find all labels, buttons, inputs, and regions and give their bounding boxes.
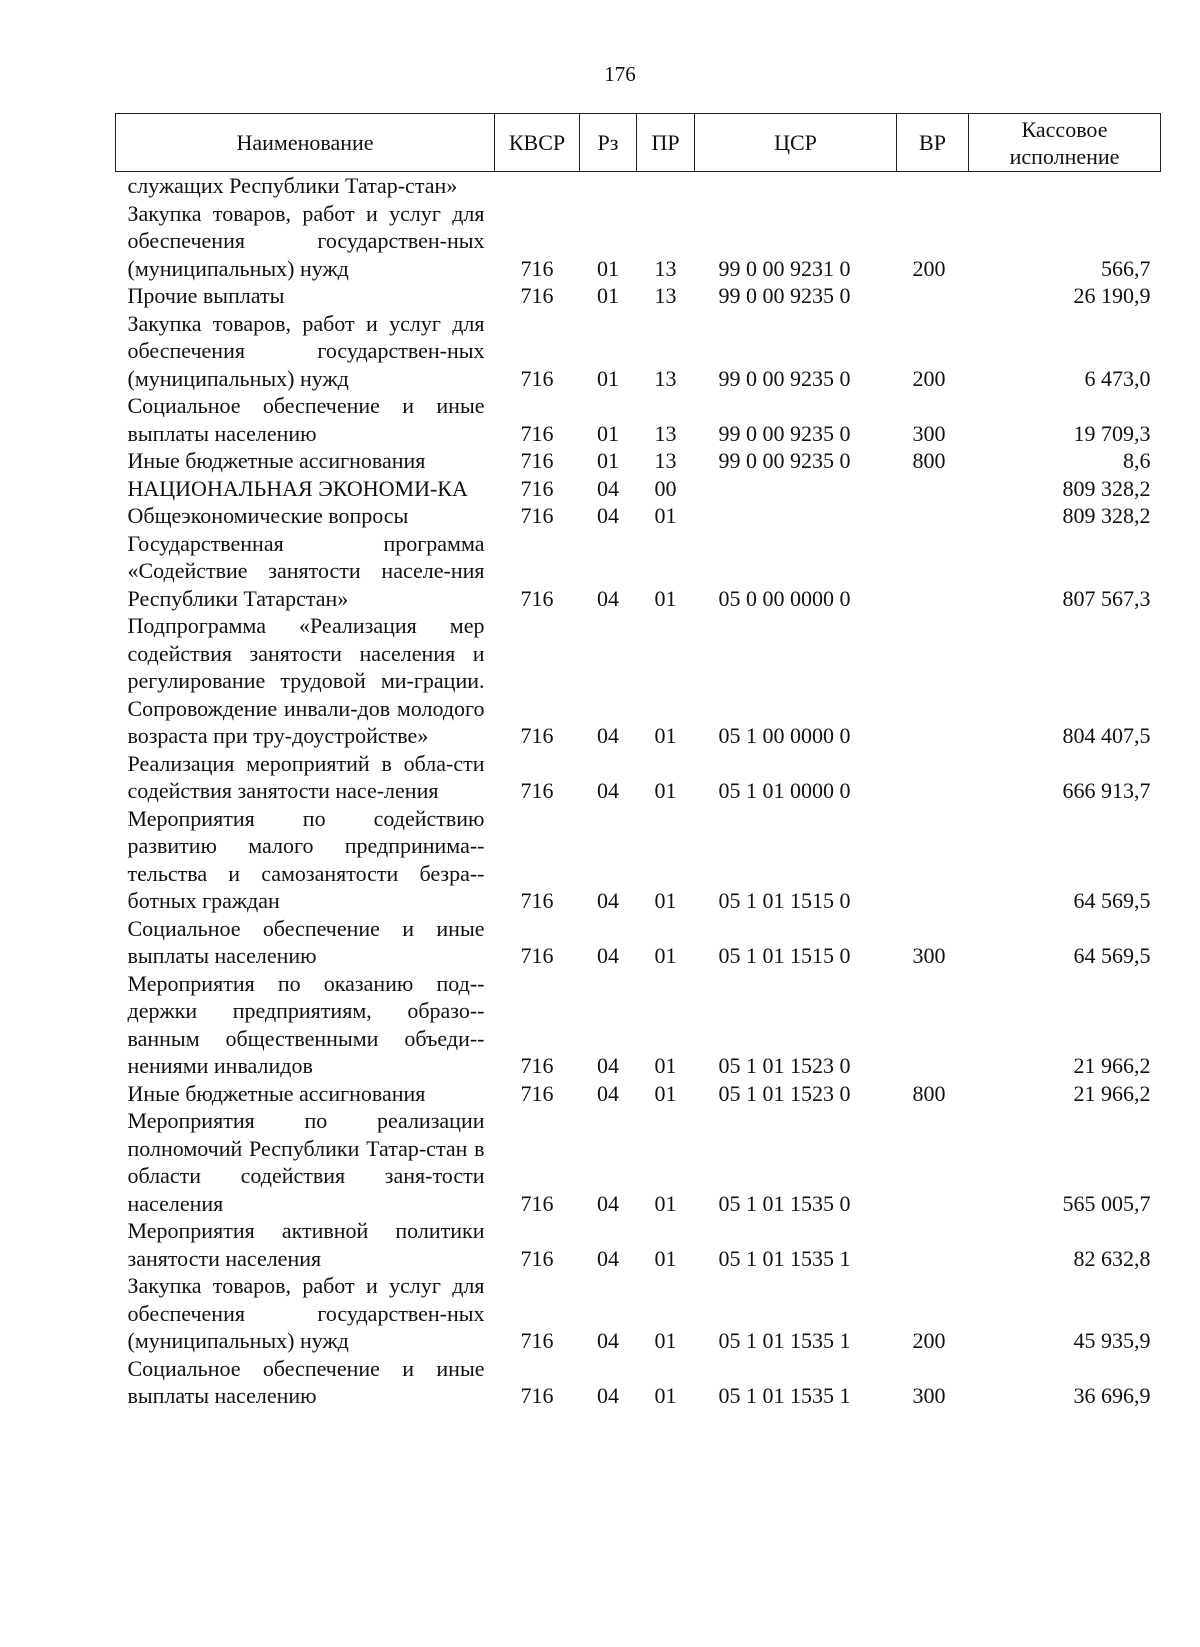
cell-vr: 800 — [912, 448, 946, 473]
cell-pr: 01 — [654, 1245, 677, 1271]
cell-name: Закупка товаров, работ и услуг для обеспечения государствен-ных (муниципальных) нужд — [127, 1273, 485, 1353]
cell-rz: 01 — [597, 365, 619, 391]
cell-kvsr: 716 — [520, 888, 554, 913]
cell-kassovoe-ispolnenie: 807 567,3 — [1062, 585, 1151, 611]
cell-name: Мероприятия по реализации полномочий Республики Татар-стан в области содействия заня-тости населения — [127, 1108, 485, 1216]
page-number: 176 — [604, 62, 636, 86]
cell-vr: 200 — [912, 365, 946, 391]
cell-rz: 04 — [597, 585, 619, 611]
cell-rz — [580, 172, 637, 200]
table-row — [116, 502, 1161, 530]
cell-kassovoe-ispolnenie: 8,6 — [1123, 448, 1151, 473]
cell-pr: 13 — [654, 365, 677, 391]
cell-vr — [897, 970, 969, 1080]
cell-kassovoe-ispolnenie: 21 966,2 — [1073, 1053, 1151, 1078]
cell-rz: 04 — [597, 1328, 619, 1353]
cell-name: Социальное обеспечение и иные выплаты населению — [127, 915, 485, 968]
cell-vr — [897, 750, 969, 805]
cell-name: Прочие выплаты — [127, 283, 285, 308]
cell-pr: 01 — [654, 1190, 677, 1216]
cell-kvsr — [495, 172, 580, 200]
cell-pr: 01 — [654, 888, 677, 913]
cell-pr: 01 — [654, 723, 677, 748]
cell-csr — [695, 172, 897, 200]
cell-kassovoe-ispolnenie: 64 569,5 — [1073, 888, 1151, 913]
header-kassovoe-ispolnenie — [969, 114, 1161, 172]
cell-name: Общеэкономические вопросы — [127, 503, 409, 528]
cell-rz: 04 — [597, 778, 619, 803]
table-row — [116, 530, 1161, 613]
cell-kvsr: 716 — [520, 1080, 554, 1106]
budget-execution-table — [115, 113, 1161, 1410]
cell-kassovoe-ispolnenie: 809 328,2 — [1062, 503, 1151, 528]
table-body — [116, 172, 1161, 1410]
cell-vr — [897, 530, 969, 613]
cell-vr — [897, 1107, 969, 1217]
cell-kvsr: 716 — [520, 1245, 554, 1271]
cell-kvsr: 716 — [520, 723, 554, 748]
cell-kassovoe-ispolnenie: 566,7 — [1101, 255, 1151, 281]
cell-rz: 04 — [597, 1245, 619, 1271]
cell-rz: 01 — [597, 448, 619, 473]
header-vr: ВР — [897, 114, 969, 172]
table-row — [116, 612, 1161, 750]
cell-vr — [897, 172, 969, 200]
header-rz: Рз — [580, 114, 637, 172]
cell-vr — [897, 282, 969, 310]
cell-name: Социальное обеспечение и иные выплаты населению — [127, 1355, 485, 1408]
cell-csr — [695, 502, 897, 530]
table-row — [116, 282, 1161, 310]
cell-vr — [897, 502, 969, 530]
cell-kvsr: 716 — [520, 503, 554, 528]
cell-rz: 01 — [597, 420, 619, 446]
cell-rz: 04 — [597, 1053, 619, 1078]
cell-name: Закупка товаров, работ и услуг для обеспечения государствен-ных (муниципальных) нужд — [127, 310, 485, 391]
table-row — [116, 447, 1161, 475]
cell-pr: 13 — [654, 448, 677, 473]
cell-vr: 300 — [912, 943, 946, 968]
cell-csr: 05 1 01 1515 0 — [718, 888, 851, 913]
header-pr: ПР — [637, 114, 695, 172]
table-row — [116, 475, 1161, 503]
table-row — [116, 1272, 1161, 1355]
cell-kassovoe-ispolnenie: 64 569,5 — [1073, 943, 1151, 968]
cell-rz: 04 — [597, 1080, 619, 1106]
cell-csr: 05 0 00 0000 0 — [718, 585, 851, 611]
cell-csr: 99 0 00 9231 0 — [718, 255, 851, 281]
table-row — [116, 200, 1161, 283]
cell-name: Социальное обеспечение и иные выплаты населению — [127, 393, 485, 446]
cell-rz: 04 — [597, 1383, 619, 1408]
cell-pr — [637, 172, 695, 200]
table-row — [116, 392, 1161, 447]
cell-csr: 05 1 01 1535 1 — [718, 1383, 851, 1408]
cell-vr: 200 — [912, 255, 946, 281]
cell-kassovoe-ispolnenie: 26 190,9 — [1073, 283, 1151, 308]
cell-name: Мероприятия по содействию развитию малого предпринима-тельства и самозанятости безра-ботных граждан — [127, 805, 485, 913]
cell-pr: 01 — [654, 1080, 677, 1106]
cell-csr: 99 0 00 9235 0 — [718, 283, 851, 308]
cell-name: служащих Республики Татар-стан» — [127, 173, 458, 198]
cell-kvsr: 716 — [520, 365, 554, 391]
cell-pr: 01 — [654, 1053, 677, 1078]
cell-name: НАЦИОНАЛЬНАЯ ЭКОНОМИ-КА — [127, 475, 468, 501]
cell-csr: 05 1 01 1535 0 — [718, 1190, 851, 1216]
table-row — [116, 1107, 1161, 1217]
table-row — [116, 1355, 1161, 1410]
cell-vr — [897, 612, 969, 750]
header-name: Наименование — [116, 114, 495, 172]
header-kass-line1: Кассовое — [1021, 116, 1108, 142]
cell-csr: 05 1 00 0000 0 — [718, 723, 851, 748]
cell-rz: 04 — [597, 503, 619, 528]
cell-csr: 99 0 00 9235 0 — [718, 420, 851, 446]
cell-vr — [897, 805, 969, 915]
cell-rz: 04 — [597, 888, 619, 913]
cell-kvsr: 716 — [520, 255, 554, 281]
cell-kvsr: 716 — [520, 1190, 554, 1216]
table-row — [116, 1080, 1161, 1108]
cell-kvsr: 716 — [520, 943, 554, 968]
cell-kvsr: 716 — [520, 778, 554, 803]
cell-kassovoe-ispolnenie: 809 328,2 — [1062, 475, 1151, 501]
cell-csr — [695, 475, 897, 503]
cell-vr: 800 — [912, 1080, 946, 1106]
cell-vr: 300 — [912, 420, 946, 446]
table-header — [116, 114, 1161, 172]
cell-name: Иные бюджетные ассигнования — [127, 448, 426, 473]
cell-name: Подпрограмма «Реализация мер содействия занятости населения и регулирование трудовой ми-грации. Сопровождение инвали-дов молодого возраста при тру-доустройстве» — [127, 613, 485, 748]
cell-pr: 13 — [654, 255, 677, 281]
header-row — [116, 114, 1161, 172]
cell-vr — [897, 1217, 969, 1272]
cell-kassovoe-ispolnenie: 36 696,9 — [1073, 1383, 1151, 1408]
cell-pr: 13 — [654, 283, 677, 308]
cell-vr: 200 — [912, 1328, 946, 1353]
cell-rz: 01 — [597, 255, 619, 281]
table-row — [116, 310, 1161, 393]
table-row — [116, 172, 1161, 200]
cell-rz: 01 — [597, 283, 619, 308]
table-row — [116, 1217, 1161, 1272]
cell-name: Закупка товаров, работ и услуг для обеспечения государствен-ных (муниципальных) нужд — [127, 200, 485, 281]
cell-rz: 04 — [597, 475, 619, 501]
cell-csr: 05 1 01 1523 0 — [718, 1053, 851, 1078]
cell-kassovoe-ispolnenie: 45 935,9 — [1073, 1328, 1151, 1353]
cell-kassovoe-ispolnenie — [969, 172, 1161, 200]
cell-kassovoe-ispolnenie: 82 632,8 — [1073, 1245, 1151, 1271]
cell-kvsr: 716 — [520, 585, 554, 611]
cell-kvsr: 716 — [520, 283, 554, 308]
cell-vr — [897, 475, 969, 503]
cell-name: Иные бюджетные ассигнования — [127, 1080, 426, 1106]
cell-kassovoe-ispolnenie: 21 966,2 — [1073, 1080, 1151, 1106]
cell-csr: 05 1 01 1515 0 — [718, 943, 851, 968]
header-kass-line2: исполнение — [1009, 143, 1120, 169]
cell-kvsr: 716 — [520, 1383, 554, 1408]
cell-kassovoe-ispolnenie: 804 407,5 — [1062, 723, 1151, 748]
cell-kvsr: 716 — [520, 420, 554, 446]
cell-kassovoe-ispolnenie: 565 005,7 — [1062, 1190, 1151, 1216]
cell-pr: 01 — [654, 585, 677, 611]
cell-csr: 99 0 00 9235 0 — [718, 365, 851, 391]
cell-csr: 05 1 01 1523 0 — [718, 1080, 851, 1106]
cell-csr: 05 1 01 1535 1 — [718, 1328, 851, 1353]
table-row — [116, 750, 1161, 805]
cell-pr: 00 — [654, 475, 677, 501]
cell-rz: 04 — [597, 723, 619, 748]
cell-name: Реализация мероприятий в обла-сти содействия занятости насе-ления — [127, 750, 485, 803]
cell-csr: 05 1 01 1535 1 — [718, 1245, 851, 1271]
cell-pr: 13 — [654, 420, 677, 446]
cell-name: Мероприятия активной политики занятости населения — [127, 1218, 485, 1271]
cell-kassovoe-ispolnenie: 6 473,0 — [1084, 365, 1151, 391]
cell-csr: 99 0 00 9235 0 — [718, 448, 851, 473]
cell-name: Мероприятия по оказанию под-держки предприятиям, образо-ванным общественными объеди-нениями инвалидов — [127, 970, 485, 1078]
header-kvsr: КВСР — [495, 114, 580, 172]
cell-pr: 01 — [654, 503, 677, 528]
cell-pr: 01 — [654, 1328, 677, 1353]
cell-csr: 05 1 01 0000 0 — [718, 778, 851, 803]
cell-vr: 300 — [912, 1383, 946, 1408]
cell-kassovoe-ispolnenie: 666 913,7 — [1062, 778, 1151, 803]
table-row — [116, 915, 1161, 970]
cell-pr: 01 — [654, 943, 677, 968]
cell-kassovoe-ispolnenie: 19 709,3 — [1073, 420, 1151, 446]
cell-name: Государственная программа «Содействие занятости населе-ния Республики Татарстан» — [127, 530, 485, 611]
cell-kvsr: 716 — [520, 1053, 554, 1078]
cell-kvsr: 716 — [520, 475, 554, 501]
cell-pr: 01 — [654, 778, 677, 803]
table-row — [116, 970, 1161, 1080]
header-csr: ЦСР — [695, 114, 897, 172]
table-row — [116, 805, 1161, 915]
cell-kvsr: 716 — [520, 448, 554, 473]
cell-rz: 04 — [597, 1190, 619, 1216]
cell-kvsr: 716 — [520, 1328, 554, 1353]
cell-rz: 04 — [597, 943, 619, 968]
cell-pr: 01 — [654, 1383, 677, 1408]
